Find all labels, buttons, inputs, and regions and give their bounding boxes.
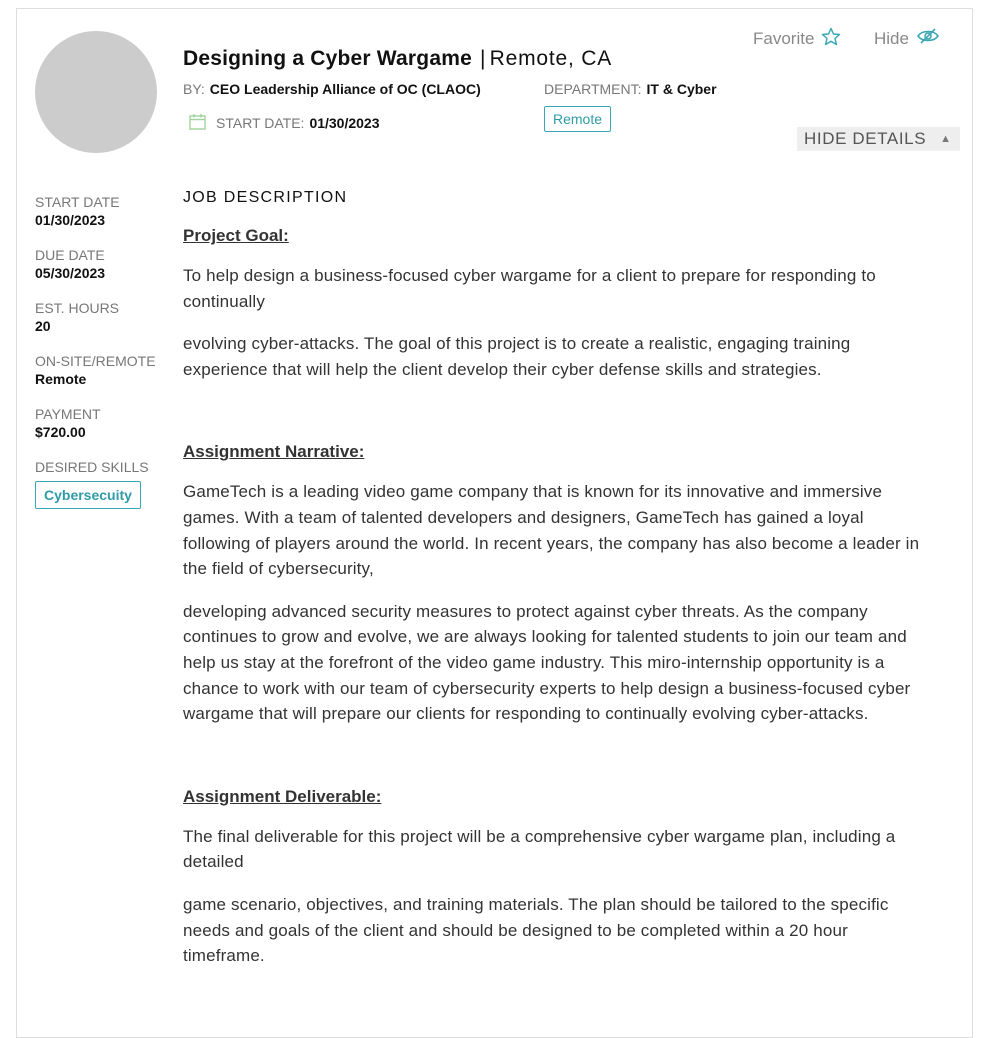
start-date-row — [189, 113, 380, 133]
summary-label: EST. HOURS — [35, 300, 120, 316]
star-outline-icon — [814, 27, 841, 51]
paragraph: GameTech is a leading video game company that is known for its innovative and immersive games. With a team of talented developers and designers, GameTech has gained a loyal following of players around the world. In recent years, the company has also become a leader in the field of cybersecurity, — [183, 482, 920, 579]
desired-skills-label: DESIRED SKILLS — [35, 459, 149, 475]
paragraph: evolving cyber-attacks. The goal of this project is to create a realistic, engaging training experience that will help the client develop their cyber defense skills and strategies. — [183, 334, 851, 379]
summary-payment — [35, 405, 175, 442]
department-value: IT & Cyber — [646, 81, 717, 97]
summary-value: 20 — [35, 318, 51, 334]
favorite-button[interactable] — [753, 27, 841, 51]
section-heading-assignment-deliverable: Assignment Deliverable: — [183, 786, 382, 806]
summary-desired-skills — [35, 458, 175, 509]
summary-label: ON-SITE/REMOTE — [35, 353, 156, 369]
summary-start-date — [35, 193, 175, 230]
summary-due-date — [35, 246, 175, 283]
job-title-line — [183, 47, 612, 71]
posted-by — [183, 81, 481, 97]
summary-est-hours — [35, 299, 175, 336]
department-label: DEPARTMENT: — [544, 81, 642, 97]
chevron-up-icon: ▲ — [940, 133, 952, 145]
by-value: CEO Leadership Alliance of OC (CLAOC) — [209, 81, 481, 97]
by-label: BY: — [183, 81, 205, 97]
department — [544, 81, 717, 97]
summary-value: $720.00 — [35, 424, 86, 440]
hide-details-button[interactable] — [797, 127, 960, 151]
job-location: Remote, CA — [489, 47, 612, 70]
summary-label: START DATE — [35, 194, 120, 210]
section-heading-project-goal: Project Goal: — [183, 226, 289, 245]
hide-label: Hide — [874, 28, 909, 48]
summary-label: DUE DATE — [35, 247, 105, 263]
favorite-label: Favorite — [753, 29, 815, 48]
paragraph: game scenario, objectives, and training materials. The plan should be tailored to the specific needs and goals of the client and should be designed to be completed within a 20 hour timeframe. — [183, 894, 889, 966]
paragraph: To help design a business-focused cyber wargame for a client to prepare for responding to continually — [183, 266, 876, 311]
start-date-label: START DATE: — [216, 115, 305, 131]
remote-badge: Remote — [544, 106, 611, 132]
eye-slash-icon — [909, 27, 940, 50]
summary-value: Remote — [35, 371, 87, 387]
start-date-value: 01/30/2023 — [309, 115, 380, 131]
job-description-heading: JOB DESCRIPTION — [183, 189, 348, 206]
job-card — [16, 8, 973, 1038]
paragraph: The final deliverable for this project will be a comprehensive cyber wargame plan, including a detailed — [183, 826, 896, 872]
job-summary-sidebar — [35, 193, 175, 525]
summary-value: 05/30/2023 — [35, 265, 106, 281]
skill-badge: Cybersecuity — [35, 481, 141, 509]
summary-value: 01/30/2023 — [35, 212, 106, 228]
title-separator: | — [479, 47, 486, 70]
calendar-icon — [189, 113, 216, 133]
paragraph: developing advanced security measures to protect against cyber threats. As the company continues to grow and evolve, we are always looking for talented students to join our team and help us stay at the forefront of the video game industry. This miro-internship opportunity is a chance to work with our team of cybersecurity experts to help design a business-focused cyber wargame that will prepare our clients for responding to continually evolving cyber-attacks. — [183, 601, 911, 724]
summary-label: PAYMENT — [35, 406, 101, 422]
avatar — [35, 31, 157, 153]
section-heading-assignment-narrative: Assignment Narrative: — [183, 442, 365, 462]
summary-onsite-remote — [35, 352, 175, 389]
job-description — [183, 189, 923, 986]
hide-button[interactable] — [874, 27, 940, 50]
hide-details-label: HIDE DETAILS — [804, 129, 927, 148]
job-title: Designing a Cyber Wargame — [183, 47, 472, 70]
